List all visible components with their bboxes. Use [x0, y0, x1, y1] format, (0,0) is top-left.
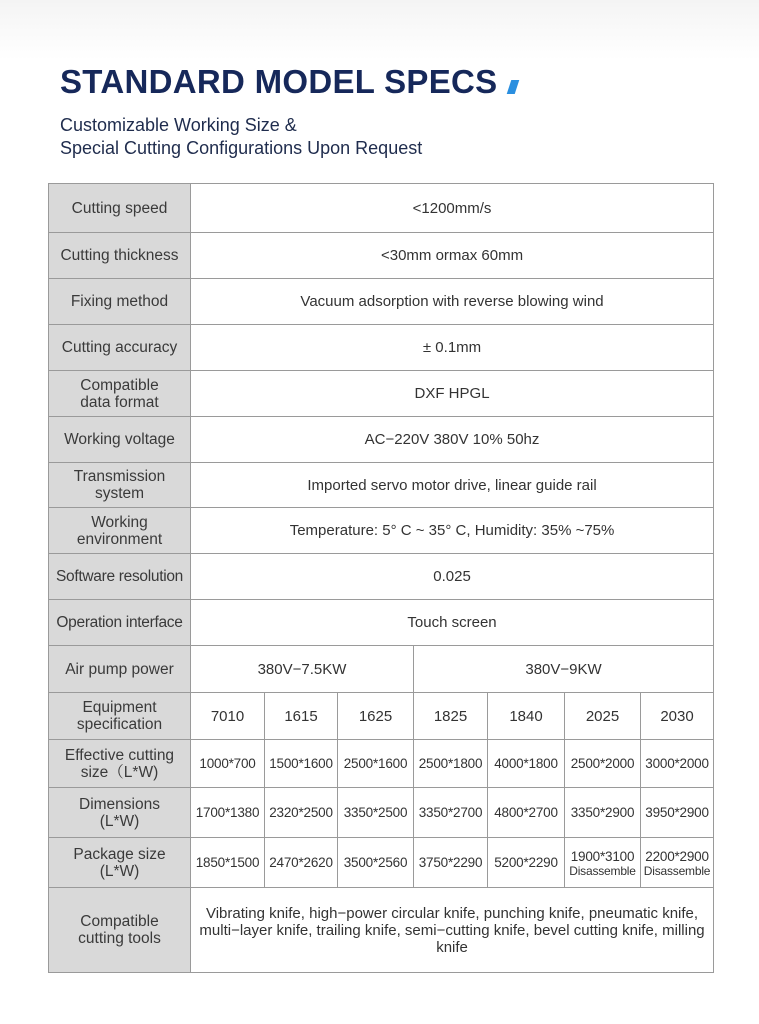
label-equipment-line-1: Equipment: [82, 699, 157, 716]
row-cutting-tools: [49, 888, 714, 973]
equipment-model: 1615: [265, 693, 338, 740]
package-size-value: 3500*2560: [338, 838, 414, 888]
label-data-format: [49, 371, 191, 417]
label-air-pump: Air pump power: [49, 646, 191, 693]
row-fixing-method: [49, 279, 714, 325]
value-air-pump-2: 380V−9KW: [414, 646, 714, 693]
effective-size-value: 3000*2000: [641, 740, 714, 788]
label-equipment: [49, 693, 191, 740]
row-air-pump: [49, 646, 714, 693]
effective-size-value: 2500*1800: [414, 740, 488, 788]
package-size-value: 1850*1500: [191, 838, 265, 888]
label-environment: [49, 508, 191, 554]
label-cutting-thickness: Cutting thickness: [49, 233, 191, 279]
label-effective-size: [49, 740, 191, 788]
label-cutting-tools: [49, 888, 191, 973]
equipment-model: 1825: [414, 693, 488, 740]
cutting-tools-line-1: Vibrating knife, high−power circular knife, punching knife, pneumatic knife,: [205, 904, 699, 922]
package-size-value: [641, 838, 714, 888]
label-data-format-line-1: Compatible: [80, 376, 159, 394]
package-size-value: 5200*2290: [488, 838, 565, 888]
label-cutting-tools-line-2: cutting tools: [78, 930, 161, 947]
row-working-voltage: [49, 417, 714, 463]
label-package-size-line-2: (L*W): [99, 862, 140, 880]
effective-size-value: 1500*1600: [265, 740, 338, 788]
subtitle-line-1: Customizable Working Size &: [60, 115, 297, 135]
label-transmission: [49, 463, 191, 508]
row-dimensions: [49, 788, 714, 838]
value-cutting-tools: [191, 888, 714, 973]
value-cutting-thickness: <30mm ormax 60mm: [191, 233, 714, 279]
label-equipment-line-2: specification: [76, 716, 163, 733]
equipment-model: 7010: [191, 693, 265, 740]
dimensions-value: 4800*2700: [488, 788, 565, 838]
dimensions-value: 3350*2700: [414, 788, 488, 838]
label-cutting-speed: Cutting speed: [49, 184, 191, 233]
label-package-size: [49, 838, 191, 888]
value-air-pump-1: 380V−7.5KW: [191, 646, 414, 693]
value-software-resolution: 0.025: [191, 554, 714, 600]
equipment-model: 2025: [565, 693, 641, 740]
dimensions-value: 2320*2500: [265, 788, 338, 838]
row-data-format: [49, 371, 714, 417]
row-effective-size: [49, 740, 714, 788]
label-data-format-line-2: data format: [80, 393, 159, 411]
cutting-tools-line-2: multi−layer knife, trailing knife, semi−cutting knife, bevel cutting knife, milling: [199, 921, 705, 939]
equipment-model: 1840: [488, 693, 565, 740]
value-cutting-accuracy: ± 0.1mm: [191, 325, 714, 371]
top-faded-banner: [0, 0, 759, 60]
label-environment-line-2: environment: [76, 530, 163, 548]
row-transmission: [49, 463, 714, 508]
row-software-resolution: [49, 554, 714, 600]
package-size-value-text: 2200*2900: [645, 848, 709, 864]
label-effective-size-line-2: size（L*W): [80, 763, 159, 781]
package-size-value: 3750*2290: [414, 838, 488, 888]
value-operation-interface: Touch screen: [191, 600, 714, 646]
package-size-value: [565, 838, 641, 888]
dimensions-value: 3350*2500: [338, 788, 414, 838]
row-equipment: [49, 693, 714, 740]
effective-size-value: 1000*700: [191, 740, 265, 788]
label-working-voltage: Working voltage: [49, 417, 191, 463]
package-size-note: Disassemble: [569, 863, 636, 878]
effective-size-value: 4000*1800: [488, 740, 565, 788]
label-cutting-accuracy: Cutting accuracy: [49, 325, 191, 371]
label-effective-size-line-1: Effective cutting: [64, 746, 175, 764]
equipment-model: 2030: [641, 693, 714, 740]
label-dimensions-line-1: Dimensions: [79, 795, 160, 813]
value-transmission: Imported servo motor drive, linear guide rail: [191, 463, 714, 508]
page-title: STANDARD MODEL SPECS: [60, 63, 498, 100]
package-size-value-text: 1900*3100: [570, 848, 635, 864]
label-transmission-line-1: Transmission: [73, 468, 166, 485]
value-cutting-speed: <1200mm/s: [191, 184, 714, 233]
dimensions-value: 1700*1380: [191, 788, 265, 838]
label-transmission-line-2: system: [94, 485, 145, 502]
package-size-note: Disassemble: [643, 863, 711, 878]
dimensions-value: 3950*2900: [641, 788, 714, 838]
label-dimensions: [49, 788, 191, 838]
row-cutting-speed: [49, 184, 714, 233]
label-fixing-method: Fixing method: [49, 279, 191, 325]
dimensions-value: 3350*2900: [565, 788, 641, 838]
specs-table: [48, 183, 714, 973]
label-dimensions-line-2: (L*W): [99, 812, 140, 830]
value-fixing-method: Vacuum adsorption with reverse blowing wind: [191, 279, 714, 325]
row-environment: [49, 508, 714, 554]
subtitle-line-2: Special Cutting Configurations Upon Request: [60, 138, 423, 158]
cutting-tools-line-3: knife: [436, 938, 468, 956]
row-package-size: [49, 838, 714, 888]
row-operation-interface: [49, 600, 714, 646]
label-package-size-line-1: Package size: [73, 845, 166, 863]
title-block: [60, 64, 517, 100]
label-software-resolution: Software resolution: [49, 554, 191, 600]
label-operation-interface: Operation interface: [49, 600, 191, 646]
effective-size-value: 2500*2000: [565, 740, 641, 788]
row-cutting-thickness: [49, 233, 714, 279]
row-cutting-accuracy: [49, 325, 714, 371]
value-environment: Temperature: 5° C ~ 35° C, Humidity: 35% ~75%: [191, 508, 714, 554]
subtitle: [60, 114, 422, 160]
package-size-value: 2470*2620: [265, 838, 338, 888]
label-cutting-tools-line-1: Compatible: [80, 913, 159, 930]
value-data-format: DXF HPGL: [191, 371, 714, 417]
accent-mark-icon: [507, 80, 520, 94]
label-environment-line-1: Working: [91, 513, 148, 531]
value-working-voltage: AC−220V 380V 10% 50hz: [191, 417, 714, 463]
equipment-model: 1625: [338, 693, 414, 740]
effective-size-value: 2500*1600: [338, 740, 414, 788]
